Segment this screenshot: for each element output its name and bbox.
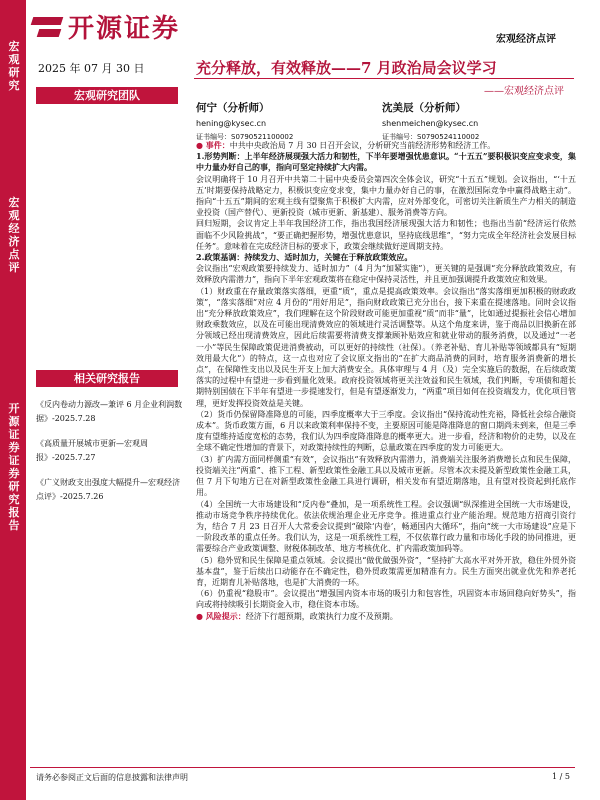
- page-title: 充分释放，有效释放——7 月政治局会议学习: [196, 59, 497, 77]
- footer-divider: [30, 767, 575, 768]
- analyst-name: 何宁（分析师）: [196, 102, 270, 114]
- related-reports-label: 相关研究报告: [36, 370, 178, 387]
- side-band: [0, 0, 26, 800]
- body-paragraph: （5）稳外贸和民生保障是重点领域。会议提出“做优做强外资”，“坚持扩大高水平对外开放，稳住外贸外资基本盘”，鉴于后续出口动能存在不确定性，稳外贸政策需更加精准有力。民生方面突出就业优先和养老托育，近期育儿补贴落地，也是扩大消费的一环。: [196, 555, 576, 587]
- analyst-cert: 证书编号：S0790521100002: [196, 133, 294, 141]
- analyst-name: 沈美辰（分析师）: [382, 102, 466, 114]
- related-reports-list: [36, 398, 184, 515]
- analyst-card: [196, 102, 293, 144]
- analyst-email[interactable]: hening@kysec.cn: [196, 119, 267, 128]
- page-number: 1 / 5: [552, 772, 570, 781]
- body-paragraph: 回归短期，会议肯定上半年我国经济工作，指出我国经济展现强大活力和韧性；也指出当前“经济运行依然面临不少风险挑战”，“要正确把握形势，增强忧患意识，坚持底线思维”，“努力完成全年经济社会发展目标任务”。意味着在完成经济目标的要求下，政策会继续做好逆周期支持。: [196, 219, 576, 251]
- team-label: 宏观研究团队: [36, 87, 178, 104]
- body-paragraph: （2）货币仍保留降准降息的可能，四季度概率大于三季度。会议指出“保持流动性充裕，降低社会综合融资成本”。货币政策方面，6 月以来政策利率保持不变，主要原因可能是降准降息的窗口期尚未到来，但是三季度有望维持适度宽松的态势，我们认为四季度降准降息的概率更大。进一步看，经济和物价的走势，以及在全球不确定性增加的背景下，对政策持续性的判断，总量政策在四季度的发力可能更大。: [196, 409, 576, 453]
- doc-type: 宏观经济点评: [496, 34, 556, 45]
- body-paragraph: （1）财政重在存量政策落实落细，更重“质”，重点是提高政策效率。会议指出“落实落细更加积极的财政政策”，“落实落细”对应 4 月份的“用好用足”，指向财政政策已充分出台，接下来重在提速落地。同时会议指出“充分释放政策效应”，我们理解在这个阶段财政可能更加重视“质”而非“量”，比如通过提振社会信心增加财政乘数效应，以及在可能出现清费效应的领域进行灵活调整等。从这个角度来讲，鉴于商品以旧换新在部分领域已经出现清费效应，因此后续需要将清费支撑兼顾补贴效应和就业带动的服务消费，以及通过“一老一小”等民生保障政策促进消费被动，可以更好的持续性（社保）。（养老补贴、育儿补贴等领域都具有“短期效用最大化”）的特点，这一点也对应了会议原文指出的“在扩大商品消费的同时，培育服务消费新的增长点”，在保障性支出以及民生开支上加大消费安全。具体审理与 4 月（及）完全实施后的数据，在后续政策落实的过程中有望进一步看到量化效果。政府投资领域将更关注效益和民生领域，我们判断，专项债和超长期特别国债在下半年有望进一步提速发行，但是有望逐渐发力，“两重”项目如何在投资端发力，优化项目管理，更好发挥投资效益是关键。: [196, 286, 576, 408]
- body-paragraph: 2.政策基调：持续发力、适时加力，关键在于释放政策效应。: [196, 252, 413, 263]
- side-label-top: 宏观研究: [8, 40, 20, 92]
- analyst-cert: 证书编号：S0790524110002: [382, 133, 480, 141]
- body-paragraph: （3）扩内需方面同样侧重“有效”，会议指出“有效释放内需潜力，消费端关注服务消费增长点和民生保障，投资端关注“两重”、推下工程、新型政策性金融工具以及城市更新。尽管本次未提及新型政策性金融工具，但 7 月下旬地方已在对新型政策性金融工具进行调研，相关发布有望近期落地，且有望对投资起到托底作用。: [196, 454, 576, 498]
- report-date: 2025 年 07 月 30 日: [38, 62, 145, 75]
- footer-disclaimer: 请务必参阅正文后面的信息披露和法律声明: [36, 773, 188, 782]
- body-paragraph: （4）全国统一大市场建设和“反内卷”叠加，是一项系统性工程。会议强调“纵深推进全国统一大市场建设，推动市场竞争秩序持续优化。依法依规治理企业无序竞争。推进重点行业产能治理。规范地方招商引资行为，结合 7 月 23 日召开人大常委会议提到“破除‘内卷’，畅通国内大循环”，指向“统一大市场建设”应是下一阶段改革的重点任务。我们认为，这是一项系统性工程，不仅依靠行政力量和市场化手段的协同推进，更需要综合产业政策调整、财税体制改革、地方考核优化、扩内需政策加码等。: [196, 499, 576, 554]
- logo-mark-icon: [30, 13, 64, 41]
- body-paragraph: 会议明确将于 10 月召开中共第二十届中央委员会第四次全体会议，研究“十五五”规划。会议指出，“‘十五五’时期要保持战略定力，积极识变应变求变，集中力量办好自己的事，在激烈国际竞争中赢得战略主动”。指向“十五五”期间的宏观主线有望聚焦于积极扩大内需，应对外部变化，可密切关注新质生产力相关的制造业投资（国产替代）、更新投资（城市更新、新基建）、服务消费等方向。: [196, 174, 576, 218]
- side-label-bottom: 开源证券 证券研究报告: [8, 402, 20, 532]
- side-label-mid: 宏观经济点评: [8, 196, 20, 274]
- title-divider: [194, 78, 574, 79]
- kysec-logo: [30, 8, 180, 45]
- series-label: ——宏观经济点评: [484, 86, 564, 97]
- related-report-link[interactable]: 《高质量开展城市更新—宏观周报》-2025.7.27: [36, 439, 148, 462]
- related-report-link[interactable]: 《反内卷动力源改—兼评 6 月企业利润数据》-2025.7.28: [36, 400, 183, 423]
- body-paragraph: 会议指出“宏观政策要持续发力、适时加力”（4 月为“加紧实施”），更关键的是强调“充分释放政策效应，有效释放内需潜力”，指向下半年宏观政策将在稳定中保持灵活性，并且更加强调提升政策效应和效果。: [196, 264, 576, 285]
- related-report-link[interactable]: 《广义财政支出强度大幅提升—宏观经济点评》-2025.7.26: [36, 478, 180, 501]
- body-paragraph: （6）仍重视“稳股市”。会议提出“增强国内资本市场的吸引力和包容性，巩固资本市场回稳向好势头”，指向或将持续吸引长期资金入市，稳住资本市场。: [196, 589, 576, 610]
- body-paragraph: 1.形势判断：上半年经济展现强大活力和韧性，下半年要增强忧患意识。“十五五”要积极识变应变求变，集中力量办好自己的事，指向可坚定持续扩大内需。: [196, 151, 576, 173]
- logo-text: 开源证券: [68, 14, 181, 44]
- body-paragraph: ● 风险提示：经济下行超预期，政策执行力度不及预期。: [196, 610, 398, 621]
- body-paragraph: ● 事件：中共中央政治局 7 月 30 日召开会议，分析研究当前经济形势和经济工作。: [196, 140, 496, 150]
- analyst-card: [382, 102, 479, 144]
- analyst-email[interactable]: shenmeichen@kysec.cn: [382, 119, 479, 128]
- report-body: [196, 140, 576, 770]
